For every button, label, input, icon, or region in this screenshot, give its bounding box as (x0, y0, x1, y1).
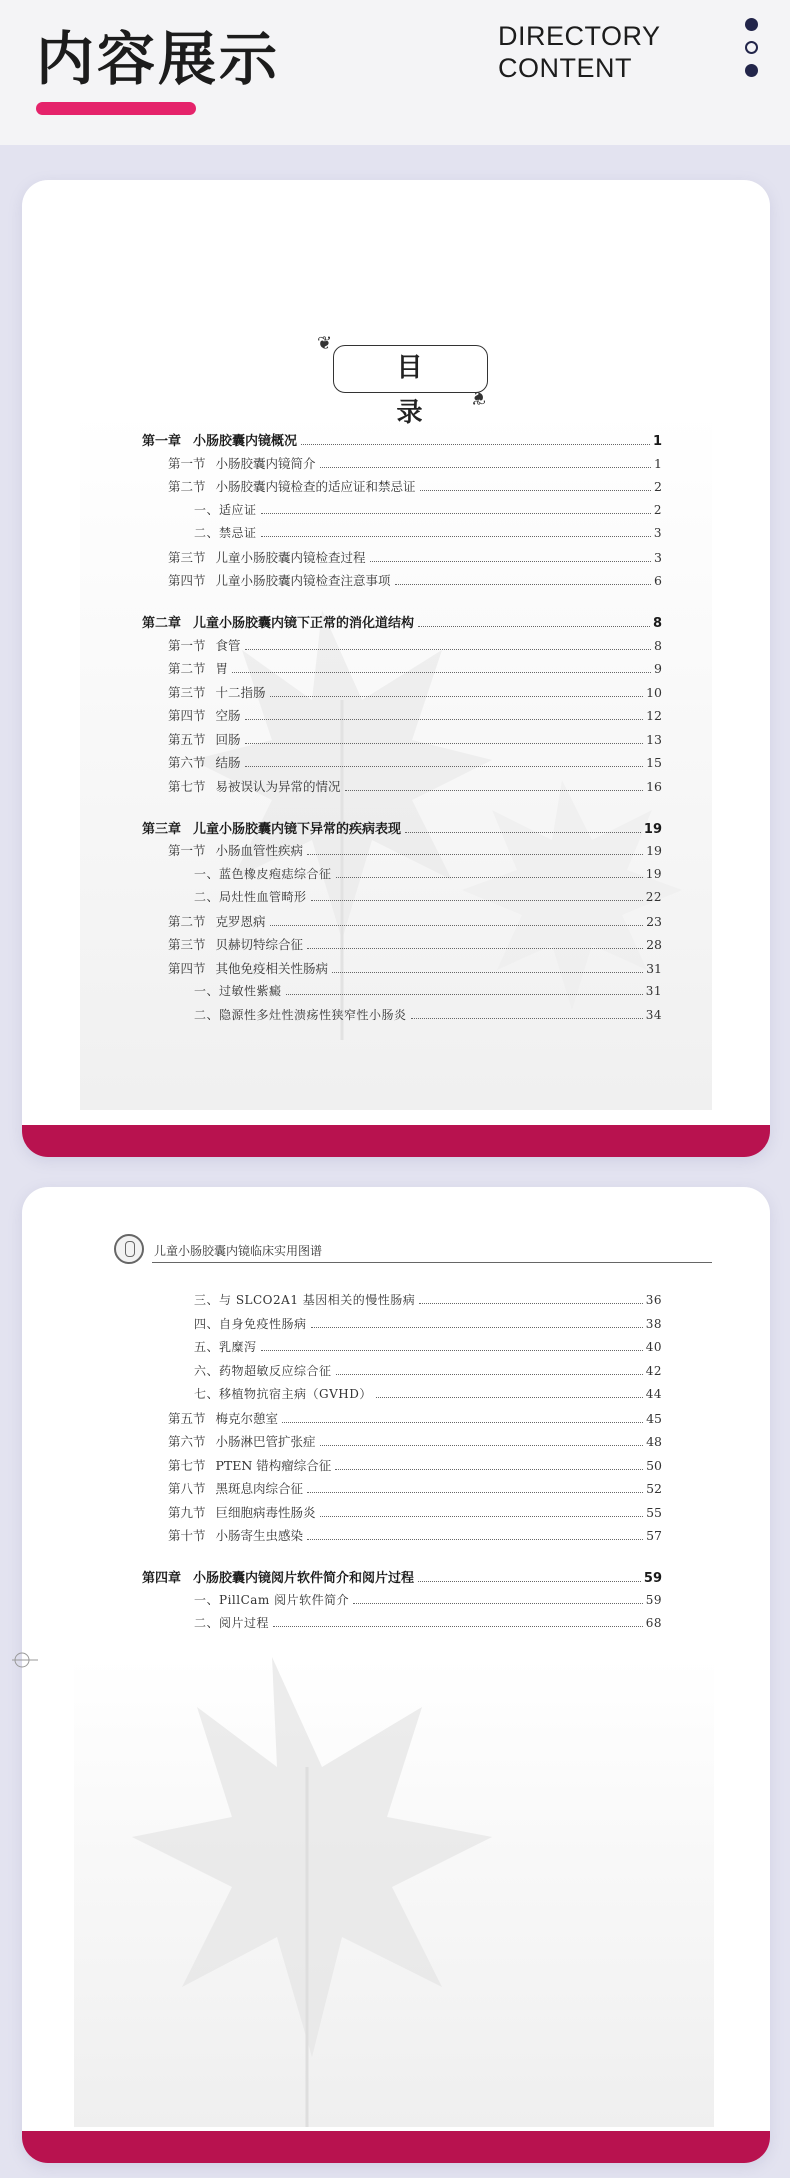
toc-section-row (142, 935, 662, 958)
toc-section-row (142, 753, 662, 776)
toc-subsection-row (142, 524, 662, 547)
toc-heading-text: 目 录 (333, 345, 488, 393)
toc-entry-label (168, 841, 303, 859)
toc-entry-number: 第二章 (142, 616, 182, 631)
toc-page-number: 36 (645, 1293, 662, 1307)
toc-chapter-row (142, 1567, 662, 1590)
toc-entry-title: 二、隐源性多灶性溃疡性狭窄性小肠炎 (194, 1007, 407, 1022)
toc-page-number: 55 (646, 1504, 662, 1520)
toc-entry-number: 第四节 (168, 573, 206, 588)
dot-leader (307, 1539, 643, 1540)
toc-entry-label (194, 1291, 415, 1308)
toc-page-number: 3 (653, 526, 662, 540)
toc-entry-label (142, 1567, 414, 1586)
toc-entry-title: 小肠寄生虫感染 (215, 1528, 304, 1543)
toc-entry-number: 第四章 (142, 1571, 182, 1586)
toc-entry-label (194, 865, 332, 882)
toc-entry-number: 第三节 (168, 549, 206, 565)
toc-subsection-row (142, 501, 662, 524)
toc-subsection-row (142, 1338, 662, 1361)
dot-leader (307, 854, 643, 855)
toc-page-number: 19 (646, 843, 662, 858)
toc-section-row (142, 636, 662, 659)
dot-leader (245, 719, 644, 720)
toc-page-number: 44 (645, 1387, 662, 1401)
dot-leader (270, 696, 644, 697)
toc-entry-title: 易被误认为异常的情况 (215, 778, 341, 794)
toc-subsection-row (142, 888, 662, 911)
toc-section-row (142, 454, 662, 477)
dot-leader (270, 925, 644, 926)
toc-entry-title: 二、局灶性血管畸形 (194, 890, 307, 904)
dot-filled-icon (745, 18, 758, 31)
toc-page-number: 10 (646, 684, 662, 700)
toc-subsection-row (142, 1006, 662, 1029)
toc-entry-title: 一、过敏性紫癜 (194, 984, 282, 998)
toc-entry-title: 黑斑息肉综合征 (215, 1481, 304, 1496)
toc-entry-number: 第三章 (142, 821, 182, 837)
toc-entry-title: 空肠 (215, 708, 241, 723)
toc-heading (313, 325, 493, 435)
dot-leader (370, 561, 652, 562)
toc-entry-label (194, 1614, 269, 1631)
dot-leader (245, 649, 652, 650)
dot-leader (261, 1350, 643, 1351)
toc-page-number: 9 (654, 661, 662, 676)
dot-leader (301, 444, 650, 445)
toc-subsection-row (142, 1385, 662, 1408)
header-rule (152, 1262, 712, 1263)
crosshair-mark-icon (0, 1650, 40, 1670)
dot-leader (336, 877, 643, 878)
toc-page-number: 8 (654, 637, 662, 653)
toc-section-row (142, 1503, 662, 1526)
toc-section-row (142, 683, 662, 706)
dot-leader (245, 766, 644, 767)
toc-section-row (142, 1432, 662, 1455)
toc-entry-number: 第二节 (168, 913, 206, 929)
toc-page-number: 16 (646, 778, 662, 794)
toc-entry-number: 第四节 (168, 960, 206, 976)
toc-entry-label (168, 706, 241, 724)
toc-subsection-row (142, 1591, 662, 1614)
english-heading-line1: DIRECTORY (498, 21, 661, 51)
header (0, 0, 790, 145)
title-accent-bar (36, 102, 196, 115)
toc-entry-label (168, 659, 228, 677)
toc-entry-label (168, 683, 266, 701)
toc-page-number: 59 (645, 1592, 662, 1607)
toc-entry-label (168, 777, 341, 795)
toc-subsection-row (142, 1315, 662, 1338)
toc-entry-label (168, 454, 316, 472)
toc-entry-label (168, 935, 303, 953)
toc-entry-number: 第九节 (168, 1504, 206, 1520)
toc-page-number: 45 (646, 1410, 662, 1426)
toc-entry-title: 儿童小肠胶囊内镜下正常的消化道结构 (193, 616, 415, 631)
toc-entry-label (168, 1409, 278, 1427)
toc-entry-label (168, 753, 241, 771)
toc-entry-label (142, 818, 401, 837)
toc-entry-title: 小肠淋巴管扩张症 (215, 1434, 316, 1449)
toc-entry-number: 第五节 (168, 731, 206, 747)
toc-entry-title: 结肠 (215, 755, 241, 770)
dot-hollow-icon (745, 41, 758, 54)
toc-page-number: 31 (645, 984, 662, 998)
dot-leader (376, 1397, 643, 1398)
toc-entry-label (194, 1362, 332, 1379)
toc-entry-label (168, 571, 391, 589)
toc-entry-title: 梅克尔憩室 (215, 1410, 279, 1426)
toc-page-number: 59 (643, 1571, 662, 1586)
toc-entry-number: 第二节 (168, 661, 206, 676)
toc-entry-label (168, 1503, 316, 1521)
dot-leader (307, 948, 643, 949)
toc-entry-number: 第三节 (168, 684, 206, 700)
toc-page-2 (22, 1187, 770, 2163)
toc-entry-title: 一、蓝色橡皮疱痣综合征 (194, 866, 332, 881)
toc-entry-title: 儿童小肠胶囊内镜检查过程 (215, 549, 366, 565)
toc-entry-title: 二、禁忌证 (194, 526, 257, 540)
toc-page-number: 38 (645, 1316, 662, 1331)
toc-entry-title: 小肠胶囊内镜简介 (215, 455, 316, 471)
toc-page-number: 19 (643, 821, 662, 837)
toc-page-number: 28 (646, 937, 662, 952)
toc-page-1 (22, 180, 770, 1157)
toc-chapter-row (142, 818, 662, 841)
toc-entry-label (194, 1591, 349, 1608)
toc-entry-title: 七、移植物抗宿主病（GVHD） (194, 1387, 372, 1401)
dot-leader (311, 900, 643, 901)
toc-section-row (142, 1526, 662, 1549)
toc-section-row (142, 659, 662, 682)
dot-leader (332, 972, 643, 973)
toc-entry-title: PTEN 错构瘤综合征 (215, 1457, 332, 1473)
toc-entry-number: 第五节 (168, 1410, 206, 1426)
dot-leader (320, 1516, 644, 1517)
toc-chapter-row (142, 612, 662, 635)
toc-entry-label (194, 501, 257, 518)
toc-entry-label (194, 1315, 307, 1332)
toc-page-number: 34 (645, 1007, 662, 1022)
toc-entry-label (142, 612, 414, 631)
dot-leader (419, 1303, 642, 1304)
toc-entry-title: 克罗恩病 (215, 913, 266, 929)
toc-entry-label (168, 477, 416, 495)
toc-page-number: 8 (652, 616, 662, 631)
toc-section-row (142, 777, 662, 800)
decorative-dots (745, 18, 761, 87)
toc-entry-number: 第八节 (168, 1481, 206, 1496)
toc-entry-label (194, 888, 307, 905)
dot-filled-icon (745, 64, 758, 77)
toc-entry-title: 三、与 SLCO2A1 基因相关的慢性肠病 (194, 1293, 416, 1307)
toc-entry-label (194, 1385, 372, 1402)
toc-entry-number: 第一节 (168, 843, 206, 858)
dot-leader (336, 1374, 643, 1375)
dot-leader (420, 490, 652, 491)
dot-leader (345, 790, 644, 791)
toc-page-number: 19 (645, 866, 662, 881)
toc-entry-number: 第七节 (168, 778, 206, 794)
toc-entry-number: 第四节 (168, 708, 206, 723)
toc-section-row (142, 706, 662, 729)
toc-subsection-row (142, 1362, 662, 1385)
toc-entry-title: 六、药物超敏反应综合征 (194, 1363, 332, 1378)
ornament-icon: ❦ (317, 333, 333, 354)
toc-section-row (142, 571, 662, 594)
english-heading-line2: CONTENT (498, 53, 632, 83)
toc-subsection-row (142, 1291, 662, 1314)
toc-entry-label (168, 636, 241, 654)
toc-entry-label (168, 730, 241, 748)
toc-entry-label (168, 548, 366, 566)
toc-entry-title: 五、乳糜泻 (194, 1340, 257, 1354)
toc-page-number: 1 (652, 434, 662, 449)
toc-entry-title: 小肠血管性疾病 (215, 843, 304, 858)
toc-entry-label (194, 1338, 257, 1355)
toc-section-row (142, 477, 662, 500)
toc-entry-title: 贝赫切特综合征 (215, 937, 304, 952)
dot-leader (311, 1327, 643, 1328)
toc-entry-title: 回肠 (215, 731, 241, 747)
toc-entry-label (194, 982, 282, 999)
card-footer-band (22, 2131, 770, 2163)
toc-page-number: 68 (645, 1616, 662, 1630)
toc-entry-title: 十二指肠 (215, 684, 266, 700)
toc-page-number: 22 (645, 890, 662, 904)
toc-entry-title: 巨细胞病毒性肠炎 (215, 1504, 316, 1520)
toc-entry-number: 第二节 (168, 479, 206, 494)
dot-leader (418, 626, 650, 627)
running-title: 儿童小肠胶囊内镜临床实用图谱 (154, 1244, 323, 1258)
toc-entry-title: 二、阅片过程 (194, 1616, 270, 1630)
dot-leader (261, 513, 651, 514)
toc-subsection-row (142, 1614, 662, 1637)
toc-entry-title: 一、PillCam 阅片软件简介 (194, 1592, 350, 1607)
toc-entry-number: 第六节 (168, 1434, 206, 1449)
toc-entry-number: 第一节 (168, 637, 206, 653)
toc-entry-number: 第六节 (168, 755, 206, 770)
toc-entry-number: 第一节 (168, 455, 206, 471)
dot-leader (395, 584, 652, 585)
running-header (92, 1229, 732, 1269)
toc-page-number: 50 (646, 1457, 662, 1473)
toc-page-number: 42 (645, 1363, 662, 1378)
dot-leader (282, 1422, 643, 1423)
toc-entry-label (194, 524, 257, 541)
toc-section-row (142, 959, 662, 982)
toc-entry-title: 四、自身免疫性肠病 (194, 1316, 307, 1331)
dot-leader (353, 1603, 643, 1604)
dot-leader (261, 536, 651, 537)
dot-leader (307, 1492, 643, 1493)
toc-entry-title: 食管 (215, 637, 241, 653)
toc-page-number: 1 (654, 455, 662, 471)
dot-leader (335, 1469, 643, 1470)
toc-page-number: 52 (646, 1481, 662, 1496)
toc-entry-title: 儿童小肠胶囊内镜下异常的疾病表现 (193, 821, 402, 837)
toc-section-row (142, 1409, 662, 1432)
dot-leader (411, 1018, 643, 1019)
toc-subsection-row (142, 865, 662, 888)
capsule-logo-icon (114, 1234, 144, 1264)
toc-entry-label (168, 1432, 316, 1450)
english-heading (498, 20, 661, 84)
toc-page-number: 15 (646, 755, 662, 770)
dot-leader (286, 994, 643, 995)
dot-leader (320, 1445, 644, 1446)
toc-page-number: 3 (654, 549, 662, 565)
toc-page-number: 2 (653, 502, 662, 517)
dot-leader (320, 467, 652, 468)
toc-subsection-row (142, 982, 662, 1005)
toc-entry-number: 第七节 (168, 1457, 206, 1473)
toc-entry-label (168, 1479, 303, 1497)
toc-entry-title: 胃 (215, 661, 229, 676)
page-title: 内容展示 (36, 25, 281, 93)
toc-entry-label (194, 1006, 407, 1023)
toc-page-number: 2 (654, 479, 662, 494)
toc-entry-label (168, 1456, 331, 1474)
toc-entry-title: 小肠胶囊内镜阅片软件简介和阅片过程 (193, 1571, 415, 1586)
dot-leader (273, 1626, 643, 1627)
toc-page-number: 48 (646, 1434, 662, 1449)
toc-entry-label (168, 912, 266, 930)
toc-page-number: 57 (646, 1528, 662, 1543)
toc-entry-title: 小肠胶囊内镜概况 (193, 434, 298, 449)
toc-entry-title: 其他免疫相关性肠病 (215, 960, 329, 976)
toc-entry-title: 儿童小肠胶囊内镜检查注意事项 (215, 573, 391, 588)
toc-entry-label (168, 959, 328, 977)
toc-entry-label (168, 1526, 303, 1544)
toc-page-number: 23 (646, 913, 662, 929)
toc-page-number: 6 (654, 573, 662, 588)
toc-page-number: 31 (646, 960, 662, 976)
toc-entry-number: 第一章 (142, 434, 182, 449)
dot-leader (418, 1581, 641, 1582)
toc-entry-title: 一、适应证 (194, 502, 257, 517)
dot-leader (232, 672, 651, 673)
toc-section-row (142, 730, 662, 753)
toc-entry-number: 第三节 (168, 937, 206, 952)
toc-section-row (142, 841, 662, 864)
toc-entry-number: 第十节 (168, 1528, 206, 1543)
toc-section-row (142, 548, 662, 571)
toc-page-number: 12 (646, 708, 662, 723)
toc-page-number: 40 (645, 1340, 662, 1354)
toc-section-row (142, 1479, 662, 1502)
card-footer-band (22, 1125, 770, 1157)
toc-section-row (142, 1456, 662, 1479)
toc-chapter-row (142, 430, 662, 453)
ornament-icon: ❦ (471, 387, 487, 408)
toc-section-row (142, 912, 662, 935)
dot-leader (405, 832, 641, 833)
dot-leader (245, 743, 644, 744)
toc-entry-label (142, 430, 297, 449)
toc-page-number: 13 (646, 731, 662, 747)
toc-entry-title: 小肠胶囊内镜检查的适应证和禁忌证 (215, 479, 416, 494)
